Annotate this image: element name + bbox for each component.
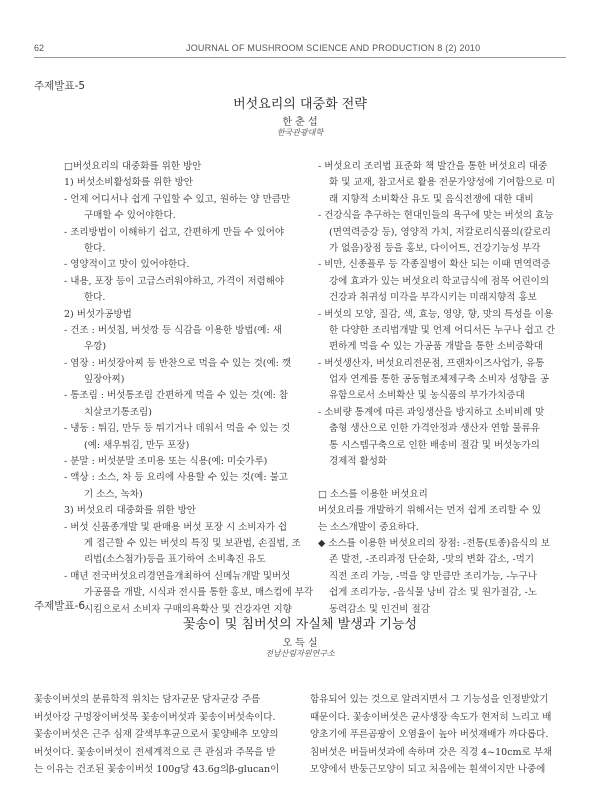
- text-line: (면역력증강 등), 영양적 가치, 저칼로리식품의(칼로리: [329, 226, 551, 238]
- text-line: 쉽게 조리가능, -음식물 낭비 감소 및 원가절감, -노: [329, 587, 537, 599]
- text-line: 는 소스개발이 중요하다.: [318, 521, 419, 533]
- text-line: 잎장아찌): [84, 374, 125, 386]
- text-line: - 건조 : 버섯칩, 버섯깡 등 식감을 이용한 방법(예: 새: [64, 324, 282, 336]
- section1-affiliation: 한국관광대학: [276, 128, 324, 137]
- text-line: - 버섯 신품종개발 및 판매용 버섯 포장 시 소비자가 쉽: [64, 521, 288, 533]
- section2-right-column: [310, 691, 568, 779]
- text-line: 통 시스템구축으로 인한 배송비 절감 및 버섯농가의: [329, 439, 540, 451]
- text-line: 가공품을 개발, 시식과 전시를 통한 홍보, 매스컴에 부각: [84, 587, 314, 599]
- text-line: ◆ 소스를 이용한 버섯요리의 장점: -전통(토종)음식의 보: [318, 537, 550, 549]
- page-number: 62: [34, 43, 45, 53]
- text-line: 버섯이다. 꽃송이버섯이 전세계적으로 큰 관심과 주목을 받: [34, 746, 276, 758]
- text-line: 시킴으로서 소비자 구매의욕확산 및 건강자연 지향: [84, 603, 292, 615]
- header-rule: [34, 57, 566, 58]
- text-line: 2) 버섯가공방법: [64, 308, 132, 320]
- section2-affiliation: 전남산림자원연구소: [265, 649, 335, 658]
- section1-right-column: [318, 159, 566, 618]
- text-line: - 냉동 : 튀김, 만두 등 튀기거나 데워서 먹을 수 있는 것: [64, 423, 291, 435]
- text-line: 구매할 수 있어야한다.: [84, 210, 176, 222]
- text-line: - 액상 : 소스, 차 등 요리에 사용할 수 있는 것(예: 불고: [64, 472, 288, 484]
- text-line: 기 소스, 녹차): [84, 488, 143, 500]
- text-line: - 소비량 통계에 따른 과잉생산을 방지하고 소비비례 맞: [318, 406, 545, 418]
- text-line: 가 없음)장점 등을 홍보, 다이어트, 건강기능성 부각: [329, 242, 541, 254]
- section2-title: 꽃송이 및 침버섯의 자실체 발생과 기능성: [182, 617, 418, 632]
- text-line: 한다.: [84, 242, 106, 254]
- text-line: - 분말 : 버섯분말 조미용 또는 식용(예: 미숫가루): [64, 456, 268, 468]
- text-line: 업자 연계를 통한 공동협조체제구축 소비자 성향을 공: [329, 374, 550, 386]
- text-line: 강에 효과가 있는 버섯요리 학교급식에 점목 어린이의: [329, 275, 550, 287]
- text-line: - 비만, 신종플루 등 각종질병이 확산 되는 이때 면역력증: [318, 259, 551, 271]
- text-line: 꽃송이버섯은 근주 심재 갈색부후균으로서 꽃양배추 모양의: [34, 729, 279, 740]
- text-line: 양초기에 푸른곰팡이 오염율이 높아 버섯재배가 까다롭다.: [310, 729, 549, 740]
- text-line: - 언제 어디서나 쉽게 구입할 수 있고, 원하는 양 만큼만: [64, 193, 291, 205]
- text-line: 화 및 교재, 참고서로 활용 전문가양성에 기여함으로 미: [329, 177, 556, 189]
- text-line: □ 소스를 이용한 버섯요리: [318, 488, 428, 500]
- text-line: 경제적 활성화: [329, 456, 388, 468]
- text-line: 우깡): [84, 341, 107, 353]
- text-line: - 건강식을 추구하는 현대인들의 욕구에 맞는 버섯의 효능: [318, 210, 554, 222]
- text-line: 1) 버섯소비활성화를 위한 방안: [64, 177, 193, 189]
- section1-left-column: [64, 159, 314, 618]
- text-line: 버섯아강 구멍장이버섯목 꽃송이버섯과 꽃송이버섯속이다.: [34, 711, 276, 723]
- text-line: - 버섯생산자, 버섯요리전문점, 프랜차이즈사업가, 유통: [318, 357, 545, 369]
- section2-author: 오 득 실: [282, 638, 318, 649]
- text-line: 버섯요리를 개발하기 위해서는 먼저 쉽게 조리할 수 있: [318, 505, 542, 517]
- text-line: - 버섯요리 조리법 표준화 책 발간을 통한 버섯요리 대중: [318, 161, 548, 172]
- text-line: 모양에서 반둥근모양이 되고 처음에는 흰색이지만 나중에: [310, 764, 546, 775]
- journal-header: JOURNAL OF MUSHROOM SCIENCE AND PRODUCTION 8 (2) 2010: [186, 43, 481, 53]
- text-line: 리법(소스첨가)등을 표기하여 소비촉진 유도: [84, 554, 266, 566]
- text-line: - 통조림 : 버섯통조림 간편하게 먹을 수 있는 것(예: 참: [64, 390, 289, 402]
- text-line: 유함으로서 소비확산 및 농식품의 부가가치증대: [329, 390, 525, 402]
- text-line: - 조리방법이 이해하기 쉽고, 간편하게 만들 수 있어야: [64, 226, 285, 238]
- text-line: [318, 470, 566, 486]
- text-line: - 내용, 포장 등이 고급스러워야하고, 가격이 저렴해야: [64, 275, 285, 287]
- text-line: 동력감소 및 인건비 절감: [329, 603, 430, 615]
- section1-author: 한 춘 섭: [282, 117, 318, 128]
- text-line: 3) 버섯요리 대중화를 위한 방안: [64, 505, 196, 517]
- text-line: 때문이다. 꽃송이버섯은 균사생장 속도가 현저히 느리고 배: [310, 711, 552, 723]
- text-line: 편하게 먹을 수 있는 가공품 개발을 통한 소비증확대: [329, 341, 543, 353]
- text-line: 한 다양한 조리법개발 및 언제 어디서든 누구나 쉽고 간: [329, 324, 556, 336]
- section2-left-column: [34, 691, 296, 779]
- text-line: 치살코기통조림): [84, 406, 152, 418]
- section2-label: 주제발표-6: [34, 600, 86, 612]
- section1-label: 주제발표-5: [34, 80, 86, 92]
- text-line: 춤형 생산으로 인한 가격안정과 생산자 연합 물류유: [329, 423, 540, 435]
- section1-title: 버섯요리의 대중화 전략: [233, 97, 367, 112]
- text-line: 침버섯은 버들버섯과에 속하며 갓은 직경 4~10cm로 부채: [310, 746, 553, 758]
- text-line: 건강과 취귀성 미각을 부각시키는 미래지향적 홍보: [329, 292, 537, 304]
- text-line: 래 지향적 소비확산 유도 및 음식전쟁에 대한 대비: [329, 193, 534, 205]
- text-line: 게 접근할 수 있는 버섯의 특징 및 보관법, 손질법, 조: [84, 537, 301, 549]
- text-line: - 영양적이고 맛이 있어야한다.: [64, 259, 190, 271]
- text-line: - 매년 전국버섯요리경연을개최하여 신메뉴개발 및버섯: [64, 570, 291, 582]
- text-line: □버섯요리의 대중화를 위한 방안: [64, 161, 202, 172]
- text-line: - 버섯의 모양, 질감, 색, 효능, 영양, 향, 맛의 특성을 이용: [318, 308, 554, 320]
- text-line: - 염장 : 버섯장아찌 등 반찬으로 먹을 수 있는 것(예: 깻: [64, 357, 292, 369]
- text-line: 직전 조리 가능, -먹을 양 만큼만 조리가능, -누구나: [329, 570, 537, 582]
- text-line: 는 이유는 건조된 꽃송이버섯 100g당 43.6g의β-glucan이: [34, 764, 280, 775]
- text-line: 한다.: [84, 292, 106, 304]
- text-line: 함유되어 있는 것으로 알려지면서 그 기능성을 인정받았기: [310, 694, 549, 705]
- text-line: 꽃송이버섯의 분류학적 위치는 담자균문 담자균강 주름: [34, 694, 261, 705]
- text-line: (예: 새우튀김, 만두 포장): [84, 439, 190, 451]
- text-line: 존 발전, -조리과정 단순화, -맛의 변화 감소, -먹기: [329, 554, 535, 566]
